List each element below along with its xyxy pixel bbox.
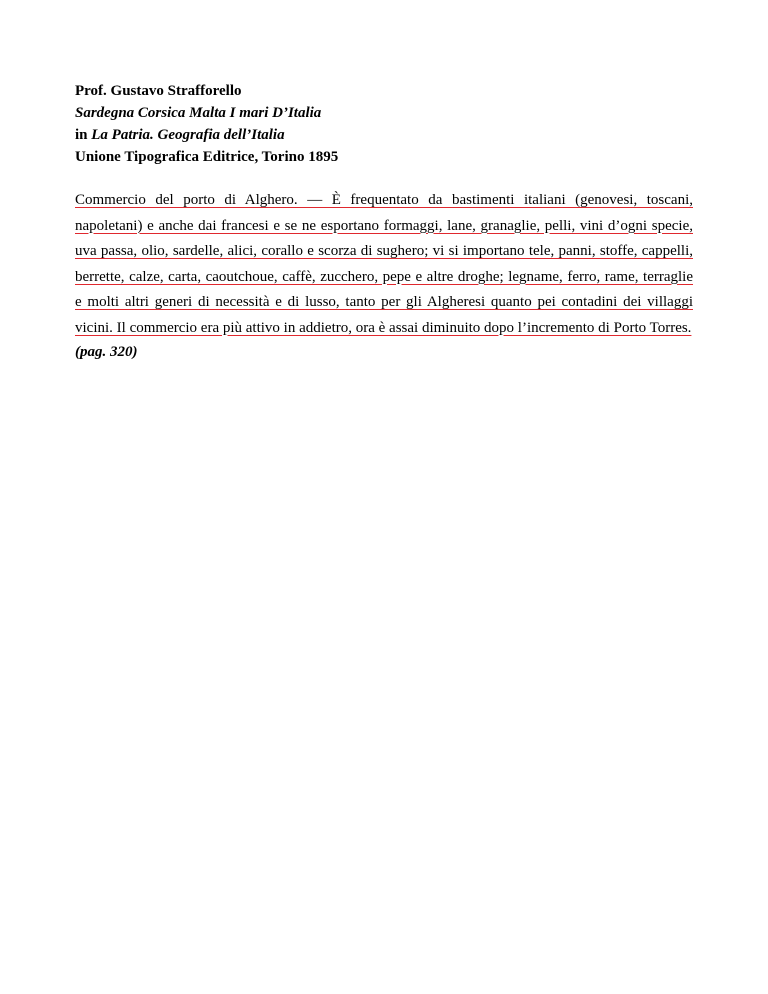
- document-page: [75, 80, 693, 363]
- series-line: [75, 124, 693, 146]
- publisher-line: Unione Tipografica Editrice, Torino 1895: [75, 149, 339, 165]
- body-paragraph: [75, 188, 693, 341]
- author-line: Prof. Gustavo Strafforello: [75, 83, 242, 99]
- body-paragraph-text: Commercio del porto di Alghero. — È frequentato da bastimenti italiani (genovesi, toscani, napoletani) e anche dai francesi e se ne esportano formaggi, lane, granaglie, pelli, vini d’ogni specie, uva passa, olio, sardelle, alici, corallo e scorza di sughero; vi si importano tele, panni, stoffe, cappelli, berrette, calze, carta, caoutchoue, caffè, zucchero, pepe e altre droghe; legname, ferro, rame, terraglie e molti altri generi di necessità e di lusso, tanto per gli Algheresi quanto pei contadini dei villaggi vicini. Il commercio era più attivo in addietro, ora è assai diminuito dopo l’incremento di Porto Torres.: [75, 192, 693, 336]
- series-title: La Patria. Geografia dell’Italia: [91, 127, 285, 143]
- in-prefix: in: [75, 127, 88, 143]
- book-title-line: [75, 102, 693, 124]
- page-reference: (pag. 320): [75, 344, 138, 360]
- book-title: Sardegna Corsica Malta I mari D’Italia: [75, 105, 322, 121]
